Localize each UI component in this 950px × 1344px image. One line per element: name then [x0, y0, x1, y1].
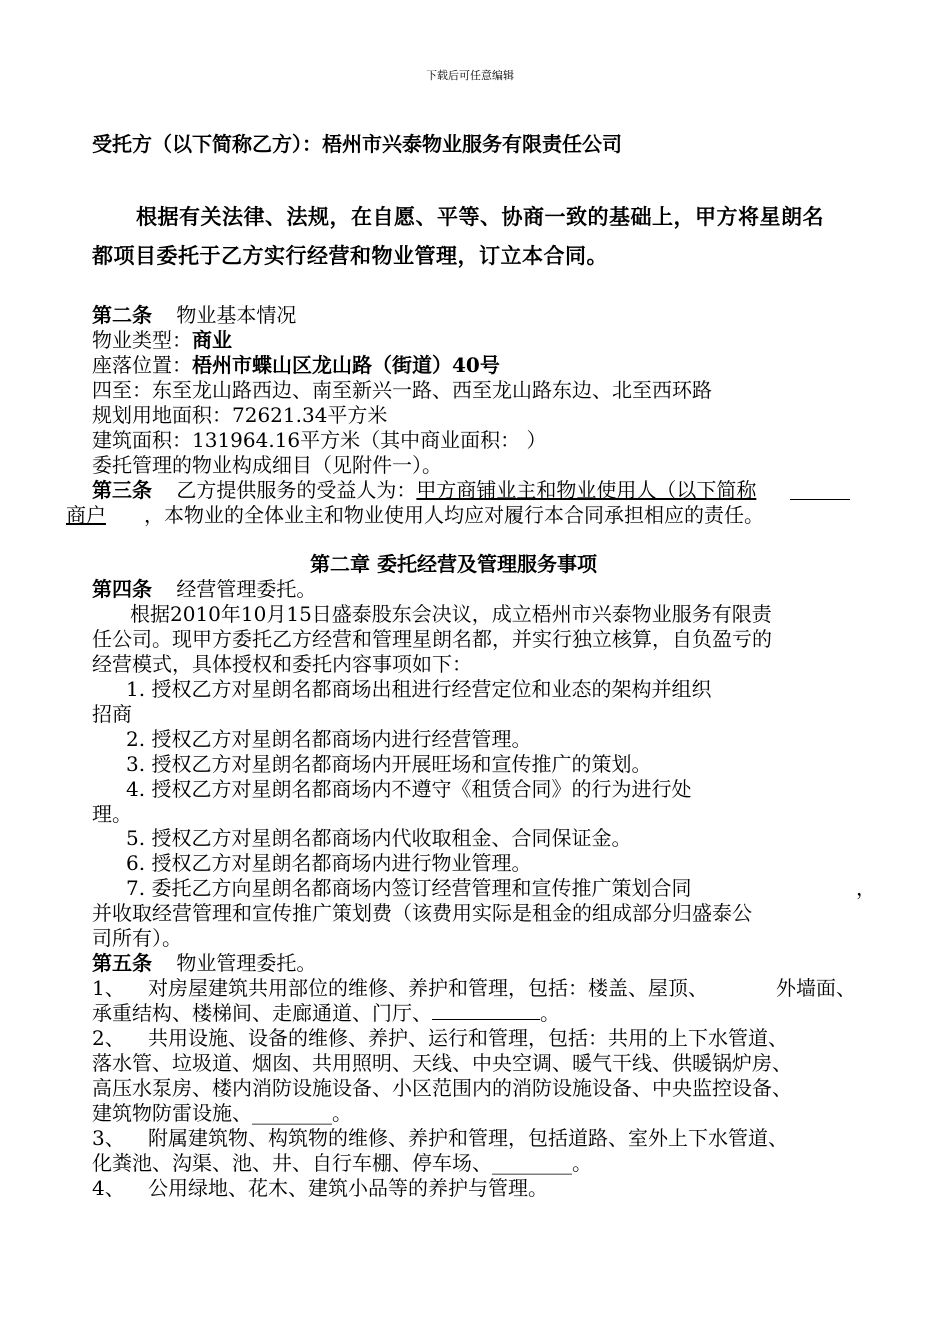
article-4-item-3: 3. 授权乙方对星朗名都商场内开展旺场和宣传推广的策划。 — [126, 752, 652, 776]
article-4-item-1-cont: 招商 — [92, 702, 132, 726]
article-4-item-7-cont-2: 司所有）。 — [92, 926, 182, 950]
article-3-line-2 — [66, 503, 764, 527]
article-5-item-3-b: 化粪池、沟渠、池、井、自行车棚、停车场、________。 — [92, 1151, 592, 1175]
article-4-item-1: 1. 授权乙方对星朗名都商场出租进行经营定位和业态的架构并组织 — [126, 677, 712, 701]
article-4-item-7: 7. 委托乙方向星朗名都商场内签订经营管理和宣传推广策划合同 — [126, 876, 692, 900]
article-5-item-2-c: 高压水泵房、楼内消防设施设备、小区范围内的消防设施设备、中央监控设备、 — [92, 1076, 792, 1100]
article-2-heading — [92, 303, 296, 327]
article-5-item-2-d: 建筑物防雷设施、________。 — [92, 1101, 352, 1125]
chapter-2-title: 第二章 委托经营及管理服务事项 — [310, 552, 597, 576]
article-3-line-1 — [92, 478, 756, 502]
property-type-value: 商业 — [192, 328, 232, 352]
article-3-text-a: 乙方提供服务的受益人为： — [176, 478, 417, 502]
intro-line-1: 根据有关法律、法规，在自愿、平等、协商一致的基础上，甲方将星朗名 — [136, 204, 824, 229]
article-5-label: 第五条 — [92, 951, 152, 975]
article-4-item-7-comma: ， — [856, 876, 876, 900]
article-5-item-1-d: 。 — [540, 1001, 560, 1025]
article-5-item-1-b: 外墙面、 — [776, 976, 856, 1000]
article-4-item-4: 4. 授权乙方对星朗名都商场内不遵守《租赁合同》的行为进行处 — [126, 777, 692, 801]
article-4-item-2: 2. 授权乙方对星朗名都商场内进行经营管理。 — [126, 727, 532, 751]
article-3-label: 第三条 — [92, 478, 152, 502]
article-5-item-4-num: 4、 — [92, 1176, 125, 1200]
article-4-para-3: 经营模式，具体授权和委托内容事项如下： — [92, 652, 472, 676]
article-3-underline — [790, 499, 850, 500]
article-4-item-5: 5. 授权乙方对星朗名都商场内代收取租金、合同保证金。 — [126, 826, 632, 850]
article-2-title: 物业基本情况 — [176, 303, 297, 327]
article-5-item-2-a: 共用设施、设备的维修、养护、运行和管理，包括：共用的上下水管道、 — [148, 1026, 788, 1050]
property-location — [92, 353, 500, 377]
land-area: 规划用地面积：72621.34平方米 — [92, 403, 388, 427]
article-3-text-c: ，本物业的全体业主和物业使用人均应对履行本合同承担相应的责任。 — [144, 503, 764, 527]
article-4-label: 第四条 — [92, 577, 152, 601]
article-5-item-1-c: 承重结构、楼梯间、走廊通道、门厅、 — [92, 1001, 432, 1025]
header-note: 下载后可任意编辑 — [426, 69, 514, 82]
article-5-item-3-a: 附属建筑物、构筑物的维修、养护和管理，包括道路、室外上下水管道、 — [148, 1126, 788, 1150]
property-bounds: 四至：东至龙山路西边、南至新兴一路、西至龙山路东边、北至西环路 — [92, 378, 712, 402]
article-5-item-1-a: 对房屋建筑共用部位的维修、养护和管理，包括：楼盖、屋顶、 — [148, 976, 708, 1000]
article-5-item-4-a: 公用绿地、花木、建筑小品等的养护与管理。 — [148, 1176, 548, 1200]
article-4-para-1: 根据2010年10月15日盛泰股东会决议，成立梧州市兴泰物业服务有限责 — [130, 602, 772, 626]
article-4-title: 经营管理委托。 — [176, 577, 317, 601]
article-5-title: 物业管理委托。 — [176, 951, 317, 975]
article-5-item-1-blank — [432, 1001, 540, 1020]
article-5-item-2-num: 2、 — [92, 1026, 125, 1050]
article-4-heading — [92, 577, 316, 601]
article-4-item-4-cont: 理。 — [92, 802, 132, 826]
intro-line-2: 都项目委托于乙方实行经营和物业管理，订立本合同。 — [92, 243, 608, 268]
trustee-line: 受托方（以下简称乙方）：梧州市兴泰物业服务有限责任公司 — [92, 132, 622, 156]
article-5-item-1-line-2 — [92, 1001, 560, 1025]
article-5-item-3-num: 3、 — [92, 1126, 125, 1150]
property-location-label: 座落位置： — [92, 353, 192, 377]
article-5-heading — [92, 951, 316, 975]
property-type — [92, 328, 232, 352]
beneficiary-text: 甲方商铺业主和物业使用人（以下简称 — [416, 478, 757, 502]
article-3-merchant: 商户 — [66, 503, 106, 527]
article-2-label: 第二条 — [92, 303, 152, 327]
article-4-item-7-cont-1: 并收取经营管理和宣传推广策划费（该费用实际是租金的组成部分归盛泰公 — [92, 901, 752, 925]
property-type-label: 物业类型： — [92, 328, 192, 352]
building-area: 建筑面积：131964.16平方米（其中商业面积： ） — [92, 428, 547, 452]
property-location-value: 梧州市蝶山区龙山路（街道）40号 — [192, 353, 500, 377]
detail-note: 委托管理的物业构成细目（见附件一）。 — [92, 453, 442, 477]
article-5-item-1-num: 1、 — [92, 976, 125, 1000]
article-5-item-2-b: 落水管、垃圾道、烟囱、共用照明、天线、中央空调、暖气干线、供暖锅炉房、 — [92, 1051, 792, 1075]
article-4-para-2: 任公司。现甲方委托乙方经营和管理星朗名都，并实行独立核算，自负盈亏的 — [92, 627, 772, 651]
article-4-item-6: 6. 授权乙方对星朗名都商场内进行物业管理。 — [126, 851, 532, 875]
